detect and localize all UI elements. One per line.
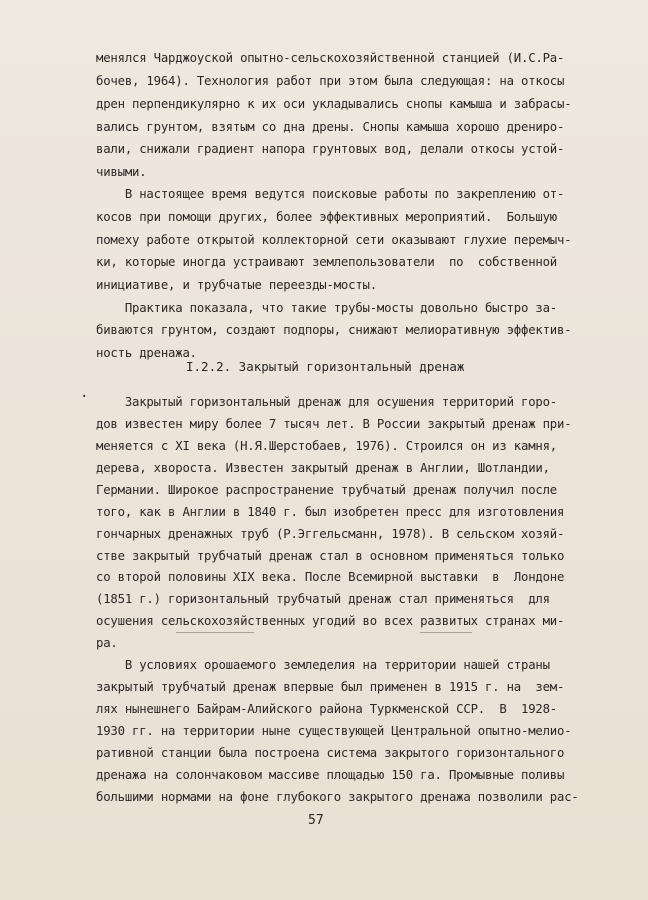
- text-line: ративной станции была построена система закрытого горизонтального: [96, 746, 565, 760]
- text-line: инициативе, и трубчатые переезды-мосты.: [96, 278, 377, 292]
- text-line: В настоящее время ведутся поисковые работы по закреплению от-: [96, 187, 565, 201]
- text-line: меняется с XI века (Н.Я.Шерстобаев, 1976). Строился он из камня,: [96, 439, 558, 453]
- text-line: лях нынешнего Байрам-Алийского района Туркменской ССР. В 1928-: [96, 702, 558, 716]
- text-line: со второй половины XIX века. После Всемирной выставки в Лондоне: [96, 570, 565, 584]
- text-line: биваются грунтом, создают подпоры, снижают мелиоративную эффектив-: [96, 323, 572, 337]
- text-line: бочев, 1964). Технология работ при этом была следующая: на откосы: [96, 74, 565, 88]
- text-line: большими нормами на фоне глубокого закрытого дренажа позволили рас-: [96, 790, 579, 804]
- text-line: В условиях орошаемого земледелия на территории нашей страны: [96, 658, 550, 672]
- text-line: менялся Чарджоуской опытно-сельскохозяйственной станцией (И.С.Ра-: [96, 51, 565, 65]
- text-line: Закрытый горизонтальный дренаж для осушения территорий горо-: [96, 395, 558, 409]
- text-line: помеху работе открытой коллекторной сети оказывают глухие перемыч-: [96, 233, 572, 247]
- text-line: косов при помощи других, более эффективных мероприятий. Большую: [96, 210, 558, 224]
- text-line: вались грунтом, взятым со дна дрены. Снопы камыша хорошо дрениро-: [96, 120, 565, 134]
- text-line: чивыми.: [96, 165, 147, 179]
- text-line: 1930 гг. на территории ныне существующей Центральной опытно-мелио-: [96, 724, 572, 738]
- scan-mark: ·: [80, 389, 89, 405]
- scan-rule: [176, 632, 254, 633]
- page-number: 57: [308, 813, 324, 828]
- text-line: ность дренажа.: [96, 346, 197, 360]
- text-line: ра.: [96, 636, 118, 650]
- text-line: дерева, хвороста. Известен закрытый дренаж в Англии, Шотландии,: [96, 461, 550, 475]
- scan-rule: [420, 632, 472, 633]
- text-line: закрытый трубчатый дренаж впервые был применен в 1915 г. на зем-: [96, 680, 565, 694]
- text-line: стве закрытый трубчатый дренаж стал в основном применяться только: [96, 549, 565, 563]
- text-line: того, как в Англии в 1840 г. был изобретен пресс для изготовления: [96, 505, 565, 519]
- text-line: осушения сельскохозяйственных угодий во всех развитых странах ми-: [96, 614, 565, 628]
- text-line: (1851 г.) горизонтальный трубчатый дренаж стал применяться для: [96, 592, 550, 606]
- text-line: вали, снижали градиент напора грунтовых вод, делали откосы устой-: [96, 142, 565, 156]
- text-line: ки, которые иногда устраивают землепользователи по собственной: [96, 255, 558, 269]
- text-line: дрен перпендикулярно к их оси укладывались снопы камыша и забрасы-: [96, 97, 572, 111]
- text-line: Германии. Широкое распространение трубчатый дренаж получил после: [96, 483, 558, 497]
- text-line: дренажа на солончаковом массиве площадью 150 га. Промывные поливы: [96, 768, 565, 782]
- text-line: дов известен миру более 7 тысяч лет. В России закрытый дренаж при-: [96, 417, 572, 431]
- text-line: Практика показала, что такие трубы-мосты довольно быстро за-: [96, 301, 558, 315]
- text-line: гончарных дренажных труб (Р.Эггельсманн, 1978). В сельском хозяй-: [96, 527, 565, 541]
- section-heading: I.2.2. Закрытый горизонтальный дренаж: [186, 359, 465, 374]
